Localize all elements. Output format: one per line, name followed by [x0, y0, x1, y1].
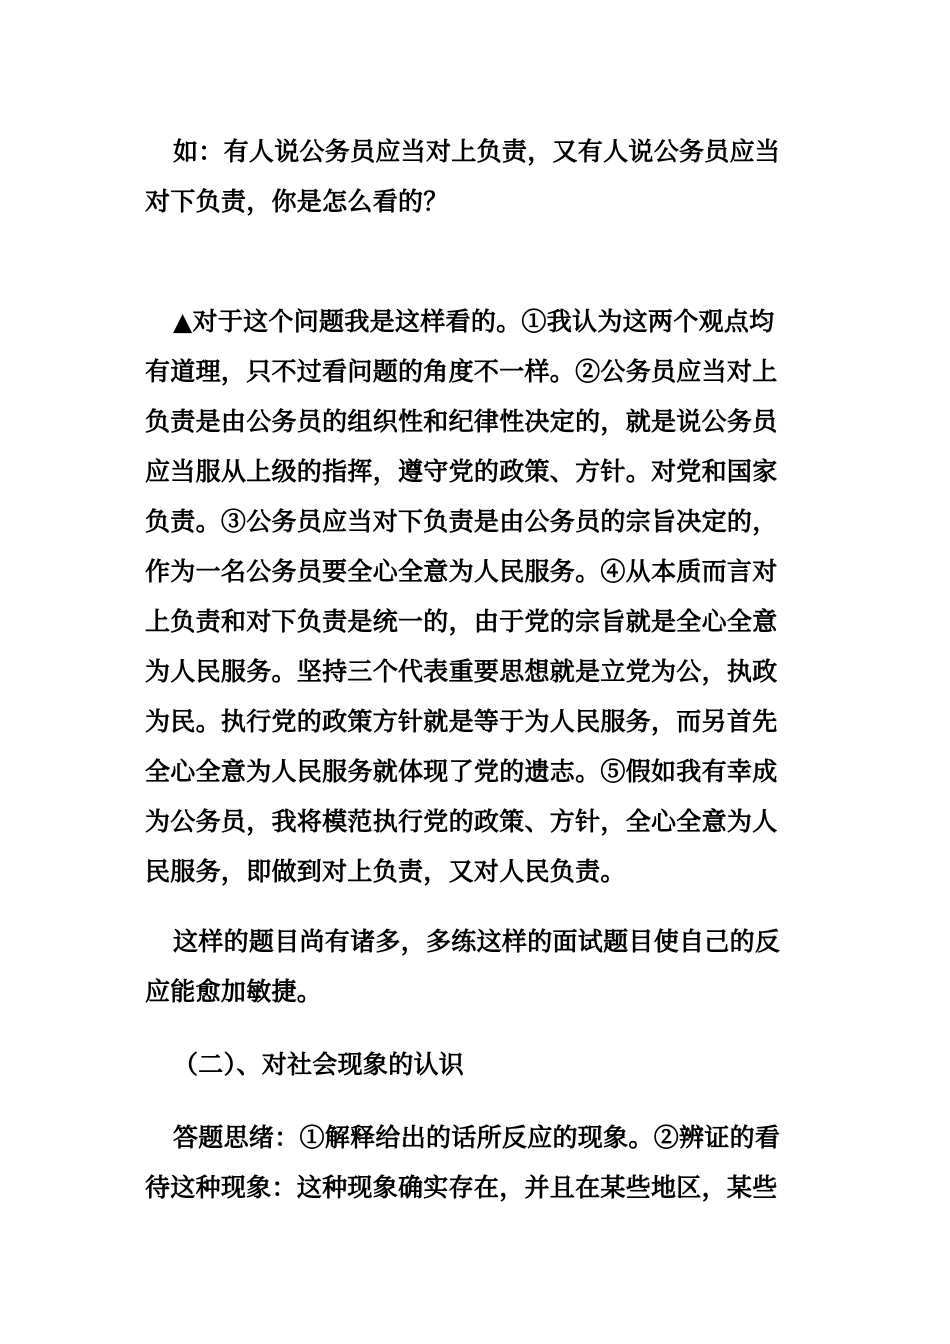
answer-approach-paragraph: 答题思绪：①解释给出的话所反应的现象。②辨证的看待这种现象：这种现象确实存在，并且在某些地区，某些: [145, 1123, 781, 1202]
answer-paragraph: ▲对于这个问题我是这样看的。①我认为这两个观点均有道理，只不过看问题的角度不一样。②公务员应当对上负责是由公务员的组织性和纪律性决定的，就是说公务员应当服从上级的指挥，遵守党的政策、方针。对党和国家负责。③公务员应当对下负责是由公务员的宗旨决定的，作为一名公务员要全心全意为人民服务。④从本质而言对上负责和对下负责是统一的，由于党的宗旨就是全心全意为人民服务。坚持三个代表重要思想就是立党为公，执政为民。执行党的政策方针就是等于为人民服务，而另首先全心全意为人民服务就体现了党的遗志。⑤假如我有幸成为公务员，我将模范执行党的政策、方针，全心全意为人民服务，即做到对上负责，又对人民负责。: [145, 307, 778, 886]
section-heading: （二）、对社会现象的认识: [173, 1050, 465, 1079]
example-question-paragraph: 如：有人说公务员应当对上负责，又有人说公务员应当对下负责，你是怎么看的？: [145, 137, 781, 216]
practice-note-paragraph: 这样的题目尚有诸多，多练这样的面试题目使自己的反应能愈加敏捷。: [145, 927, 781, 1006]
